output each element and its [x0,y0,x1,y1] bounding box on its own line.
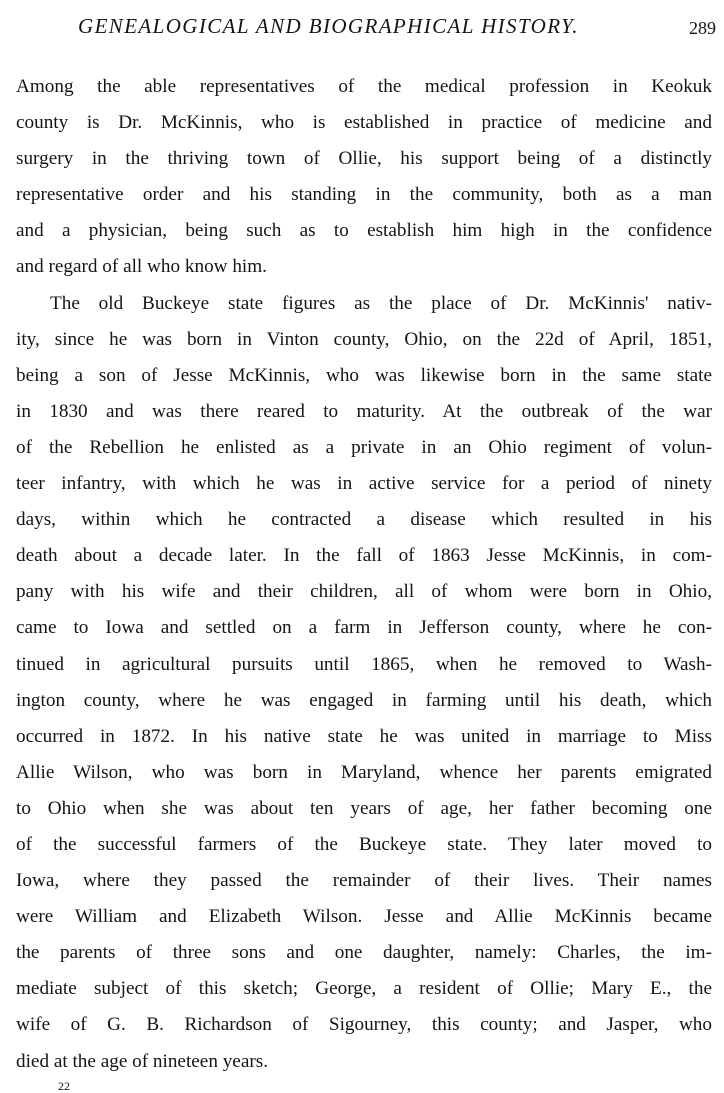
text-line: and a physician, being such as to establish him high in the confidence [16,220,712,242]
text-line: days, within which he contracted a disease which resulted in his [16,509,712,531]
text-line: of the Rebellion he enlisted as a private in an Ohio regiment of volun- [16,436,712,458]
text-line: wife of G. B. Richardson of Sigourney, this county; and Jasper, who [16,1014,712,1036]
running-title: GENEALOGICAL AND BIOGRAPHICAL HISTORY. [78,14,579,38]
text-line: and regard of all who know him. [16,256,267,278]
text-line: were William and Elizabeth Wilson. Jesse and Allie McKinnis became [16,906,712,928]
text-line: ity, since he was born in Vinton county, Ohio, on the 22d of April, 1851, [16,328,712,350]
text-line: mediate subject of this sketch; George, a resident of Ollie; Mary E., the [16,978,712,1000]
text-line: in 1830 and was there reared to maturity. At the outbreak of the war [16,400,712,422]
text-line: occurred in 1872. In his native state he was united in marriage to Miss [16,725,712,747]
text-line: pany with his wife and their children, all of whom were born in Ohio, [16,581,712,603]
text-line: ington county, where he was engaged in farming until his death, which [16,689,712,711]
body-text [16,69,712,1080]
text-line: teer infantry, with which he was in active service for a period of ninety [16,473,712,495]
text-line: Iowa, where they passed the remainder of their lives. Their names [16,870,712,892]
text-line: Among the able representatives of the medical profession in Keokuk [16,76,712,97]
text-line: surgery in the thriving town of Ollie, his support being of a distinctly [16,148,712,170]
running-head [0,10,724,50]
text-line: Allie Wilson, who was born in Maryland, whence her parents emigrated [16,761,712,783]
text-line: representative order and his standing in the community, both as a man [16,184,712,206]
page-number: 289 [689,18,716,38]
text-line: The old Buckeye state figures as the place of Dr. McKinnis' nativ- [50,292,712,314]
signature-mark: 22 [58,1079,70,1093]
text-line: of the successful farmers of the Buckeye state. They later moved to [16,833,712,855]
text-line: to Ohio when she was about ten years of age, her father becoming one [16,797,712,819]
text-line: tinued in agricultural pursuits until 1865, when he removed to Wash- [16,653,712,675]
text-line: being a son of Jesse McKinnis, who was likewise born in the same state [16,364,712,386]
text-line: the parents of three sons and one daughter, namely: Charles, the im- [16,942,712,964]
text-line: came to Iowa and settled on a farm in Jefferson county, where he con- [16,617,712,639]
text-line: death about a decade later. In the fall of 1863 Jesse McKinnis, in com- [16,545,712,567]
text-line: county is Dr. McKinnis, who is established in practice of medicine and [16,112,712,134]
text-line: died at the age of nineteen years. [16,1050,268,1072]
